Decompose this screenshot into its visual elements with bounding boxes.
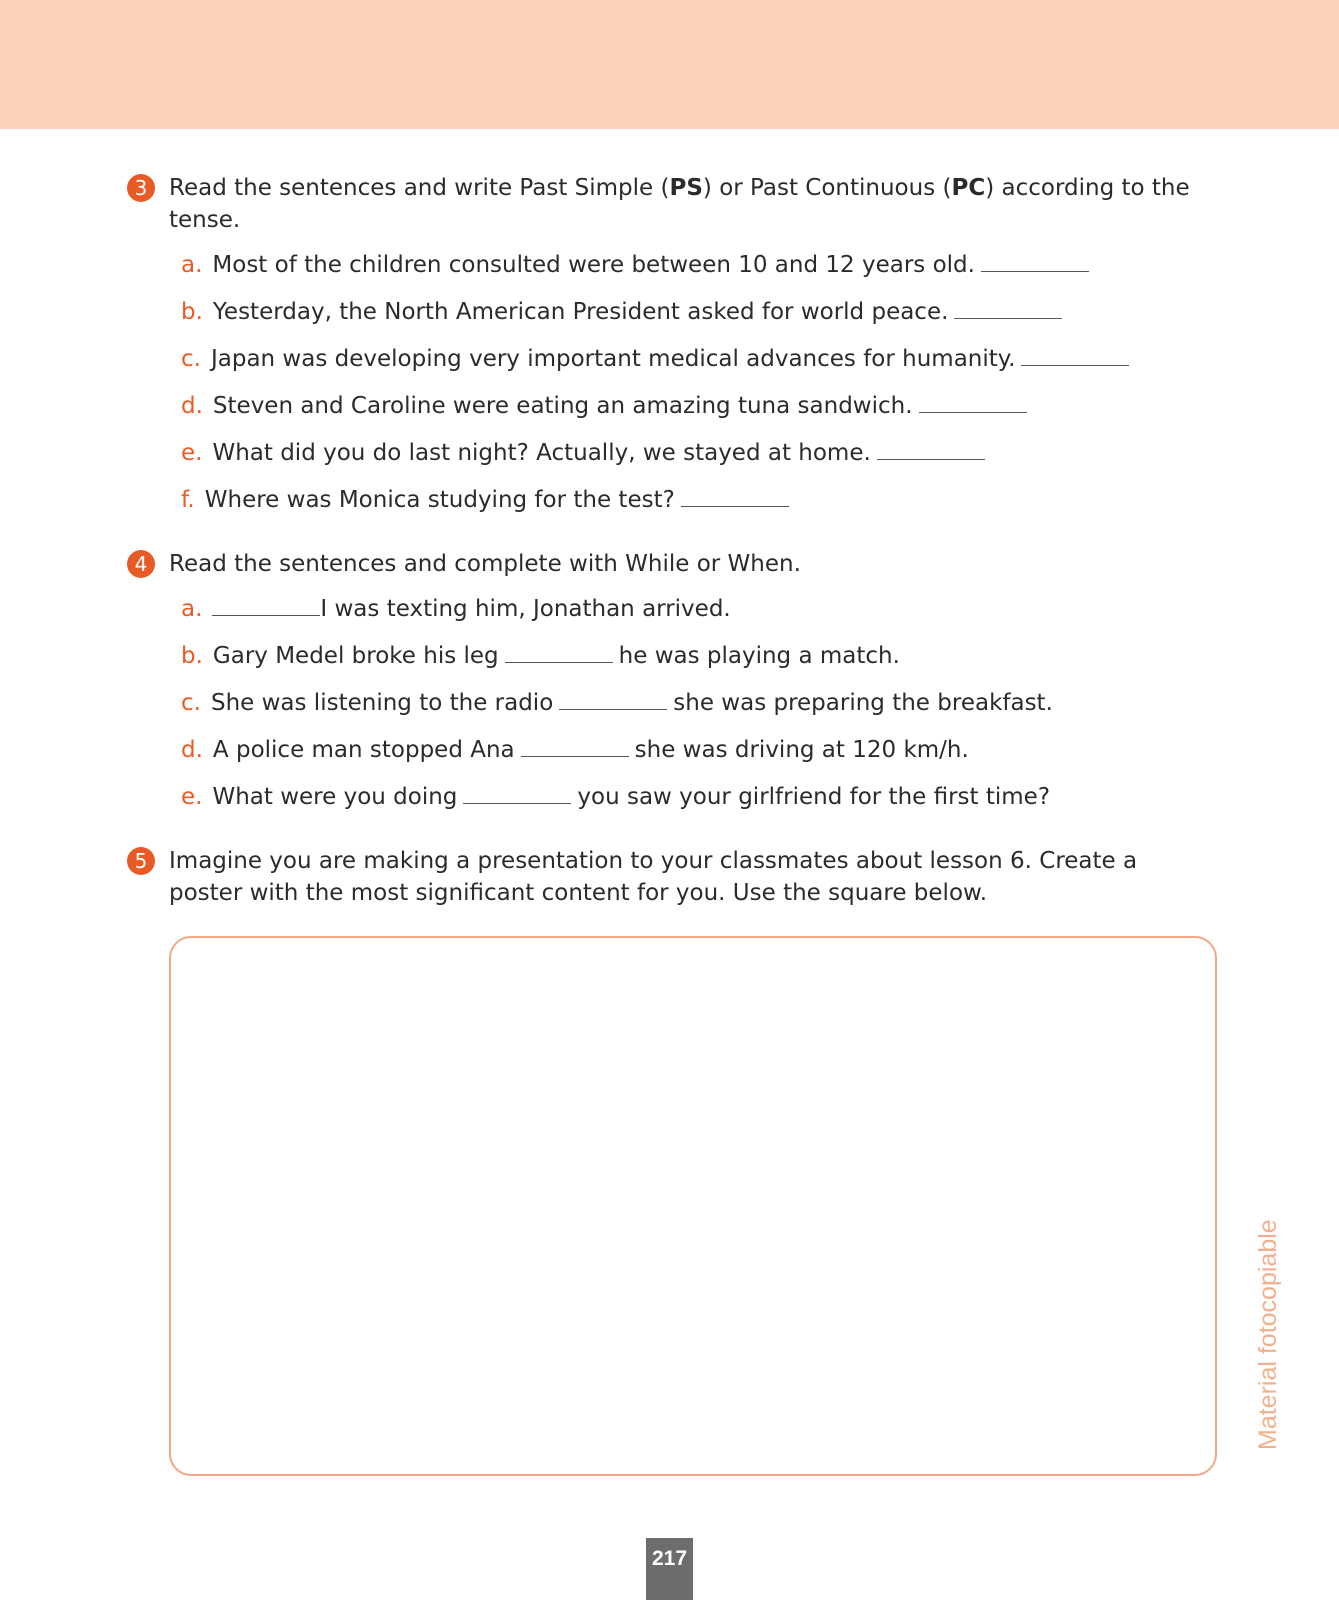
- item-text: Where was Monica studying for the test?: [204, 487, 675, 513]
- item-text-before: Gary Medel broke his leg: [212, 643, 499, 669]
- item-letter: d.: [181, 737, 203, 763]
- list-item: [181, 688, 1053, 718]
- list-item: [181, 485, 795, 515]
- item-text: What did you do last night? Actually, we stayed at home.: [212, 440, 871, 466]
- item-letter: a.: [181, 596, 203, 622]
- exercise-instruction: Read the sentences and complete with While or When.: [169, 551, 801, 577]
- item-text-after: I was texting him, Jonathan arrived.: [320, 596, 731, 622]
- item-text-after: he was playing a match.: [618, 643, 900, 669]
- item-text: Japan was developing very important medical advances for humanity.: [210, 346, 1016, 372]
- exercise-instruction: Read the sentences and write Past Simple (PS) or Past Continuous (PC) according to the tense.: [169, 175, 1190, 233]
- answer-blank[interactable]: [877, 458, 985, 460]
- item-letter: d.: [181, 393, 203, 419]
- item-letter: b.: [181, 643, 203, 669]
- list-item: [181, 782, 1050, 812]
- answer-blank[interactable]: [521, 755, 629, 757]
- exercise-instruction: Imagine you are making a presentation to your classmates about lesson 6. Create a poster with the most significant content for you. Use the square below.: [169, 848, 1138, 906]
- list-item: [181, 250, 1095, 280]
- list-item: [181, 344, 1135, 374]
- exercise-number-badge: 3: [127, 174, 155, 202]
- item-text-before: She was listening to the radio: [210, 690, 554, 716]
- answer-blank[interactable]: [954, 317, 1062, 319]
- list-item: [181, 391, 1033, 421]
- item-text-after: she was driving at 120 km/h.: [634, 737, 969, 763]
- answer-blank[interactable]: [1021, 364, 1129, 366]
- item-letter: e.: [181, 784, 203, 810]
- item-letter: c.: [181, 346, 201, 372]
- item-text-after: you saw your girlfriend for the first time?: [577, 784, 1051, 810]
- answer-blank[interactable]: [559, 708, 667, 710]
- list-item: [181, 438, 991, 468]
- poster-drawing-area[interactable]: [169, 936, 1217, 1476]
- answer-blank[interactable]: [505, 661, 613, 663]
- exercise-number-badge: 5: [127, 847, 155, 875]
- answer-blank[interactable]: [463, 802, 571, 804]
- item-text: Most of the children consulted were between 10 and 12 years old.: [212, 252, 975, 278]
- item-text: Yesterday, the North American President asked for world peace.: [212, 299, 949, 325]
- item-text-after: she was preparing the breakfast.: [673, 690, 1053, 716]
- exercise-number-badge: 4: [127, 550, 155, 578]
- answer-blank[interactable]: [681, 505, 789, 507]
- header-band: [0, 0, 1339, 129]
- answer-blank[interactable]: [212, 614, 320, 616]
- answer-blank[interactable]: [981, 270, 1089, 272]
- page-number: 217: [646, 1538, 693, 1600]
- answer-blank[interactable]: [919, 411, 1027, 413]
- photocopiable-label: Material fotocopiable: [1254, 1219, 1282, 1450]
- list-item: [181, 735, 969, 765]
- list-item: [181, 594, 731, 624]
- item-letter: f.: [181, 487, 195, 513]
- item-text-before: What were you doing: [212, 784, 458, 810]
- list-item: [181, 297, 1068, 327]
- item-letter: e.: [181, 440, 203, 466]
- item-text-before: A police man stopped Ana: [212, 737, 515, 763]
- item-text: Steven and Caroline were eating an amazing tuna sandwich.: [212, 393, 913, 419]
- item-letter: c.: [181, 690, 201, 716]
- list-item: [181, 641, 900, 671]
- item-letter: b.: [181, 299, 203, 325]
- item-letter: a.: [181, 252, 203, 278]
